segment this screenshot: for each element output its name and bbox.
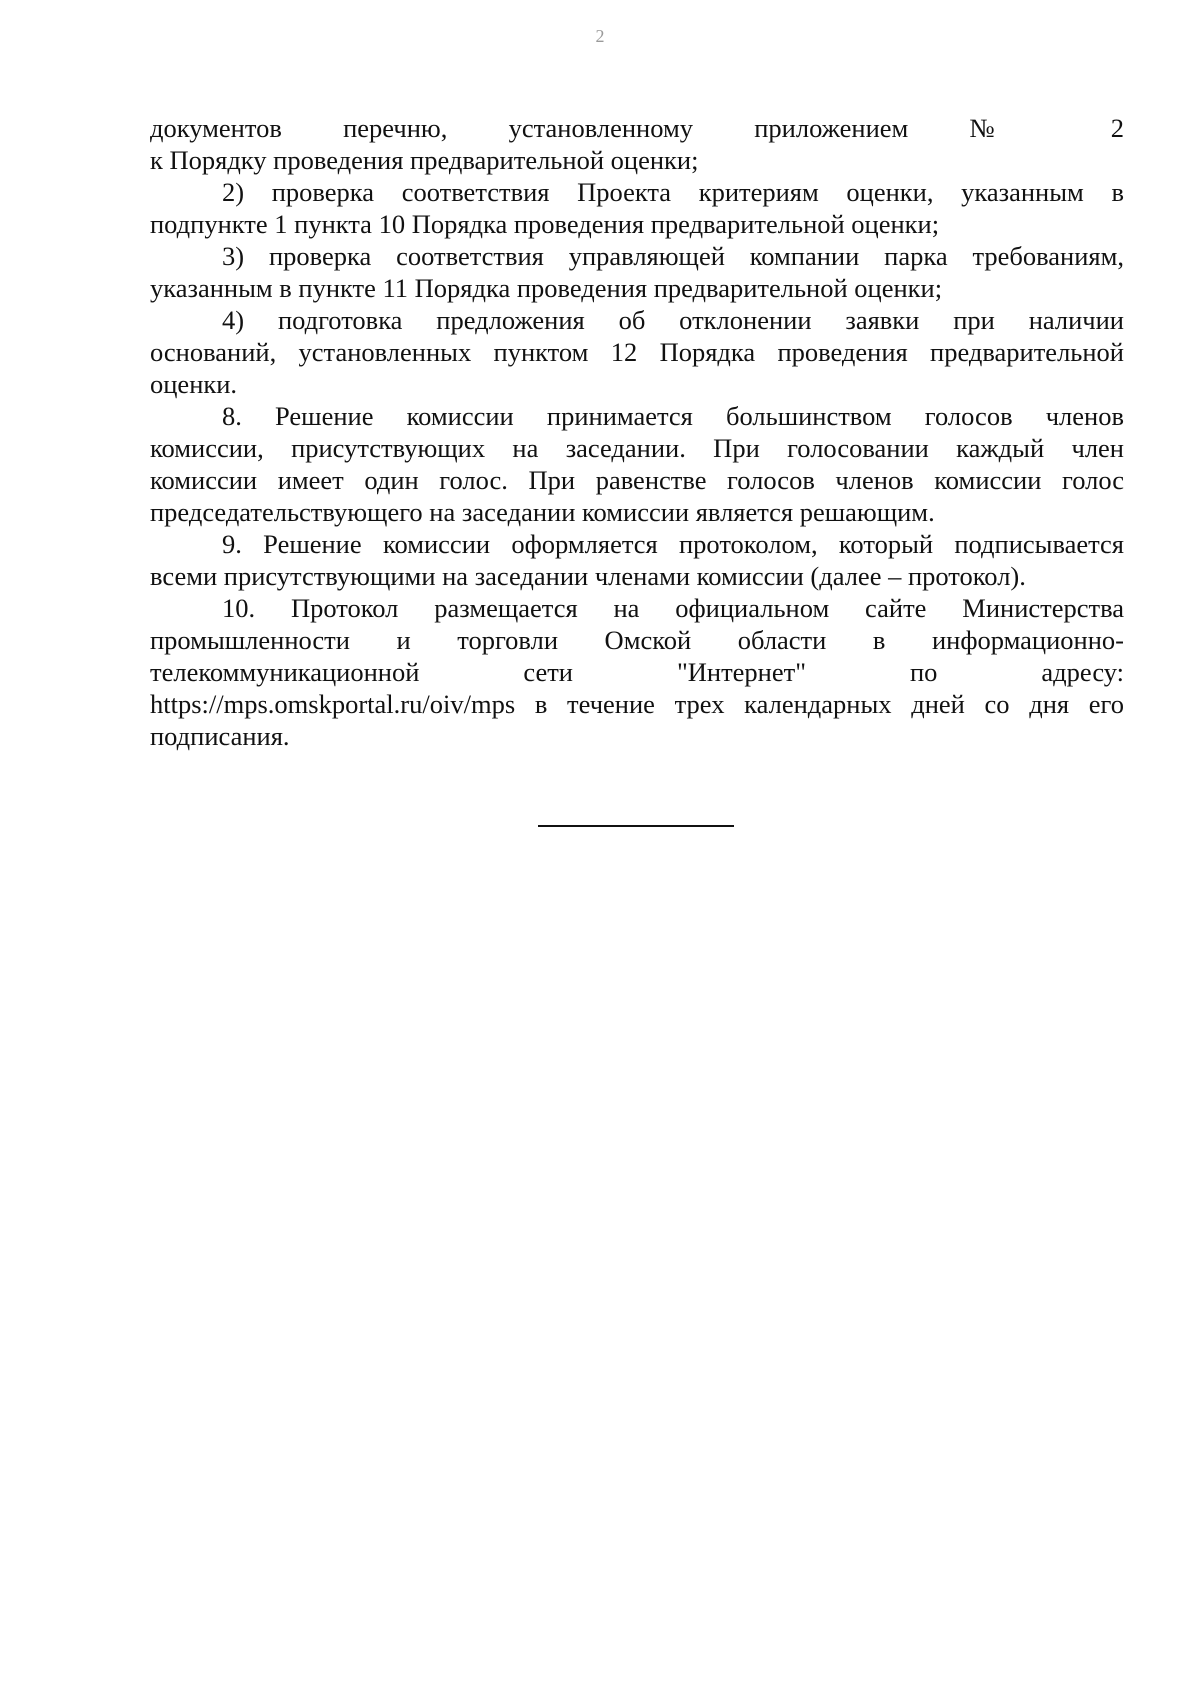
text-line: 10. Протокол размещается на официальном сайте Министерства [222,593,1124,623]
paragraph-section-10 [150,592,1124,752]
text-line: всеми присутствующими на заседании членами комиссии (далее – протокол). [150,561,1026,591]
text-line: документов перечню, установленному приложением № 2 [150,113,1124,143]
paragraph-section-8 [150,400,1124,528]
text-line: https://mps.omskportal.ru/oiv/mps в течение трех календарных дней со дня его [150,689,1124,719]
text-line: оценки. [150,369,238,399]
text-line: 4) подготовка предложения об отклонении заявки при наличии [222,305,1124,335]
text-line: подпункте 1 пункта 10 Порядка проведения предварительной оценки; [150,209,940,239]
text-line: 3) проверка соответствия управляющей компании парка требованиям, [222,241,1124,271]
paragraph-item-3 [150,240,1124,304]
paragraph-item-2 [150,176,1124,240]
text-line: 8. Решение комиссии принимается большинством голосов членов [222,401,1124,431]
text-line: к Порядку проведения предварительной оценки; [150,145,699,175]
text-line: телекоммуникационной сети "Интернет" по адресу: [150,657,1124,687]
paragraph-continuation [150,112,1124,176]
text-line: указанным в пункте 11 Порядка проведения предварительной оценки; [150,273,943,303]
text-line: оснований, установленных пунктом 12 Порядка проведения предварительной [150,337,1124,367]
text-line: комиссии имеет один голос. При равенстве голосов членов комиссии голос [150,465,1124,495]
text-line: промышленности и торговли Омской области в информационно- [150,625,1124,655]
text-line: подписания. [150,721,290,751]
text-line: 9. Решение комиссии оформляется протоколом, который подписывается [222,529,1124,559]
closing-divider [538,825,734,827]
text-line: комиссии, присутствующих на заседании. При голосовании каждый член [150,433,1124,463]
paragraph-section-9 [150,528,1124,592]
paragraph-item-4 [150,304,1124,400]
page-number: 2 [595,26,605,46]
text-line: председательствующего на заседании комиссии является решающим. [150,497,935,527]
text-line: 2) проверка соответствия Проекта критериям оценки, указанным в [222,177,1124,207]
document-body [150,112,1124,752]
